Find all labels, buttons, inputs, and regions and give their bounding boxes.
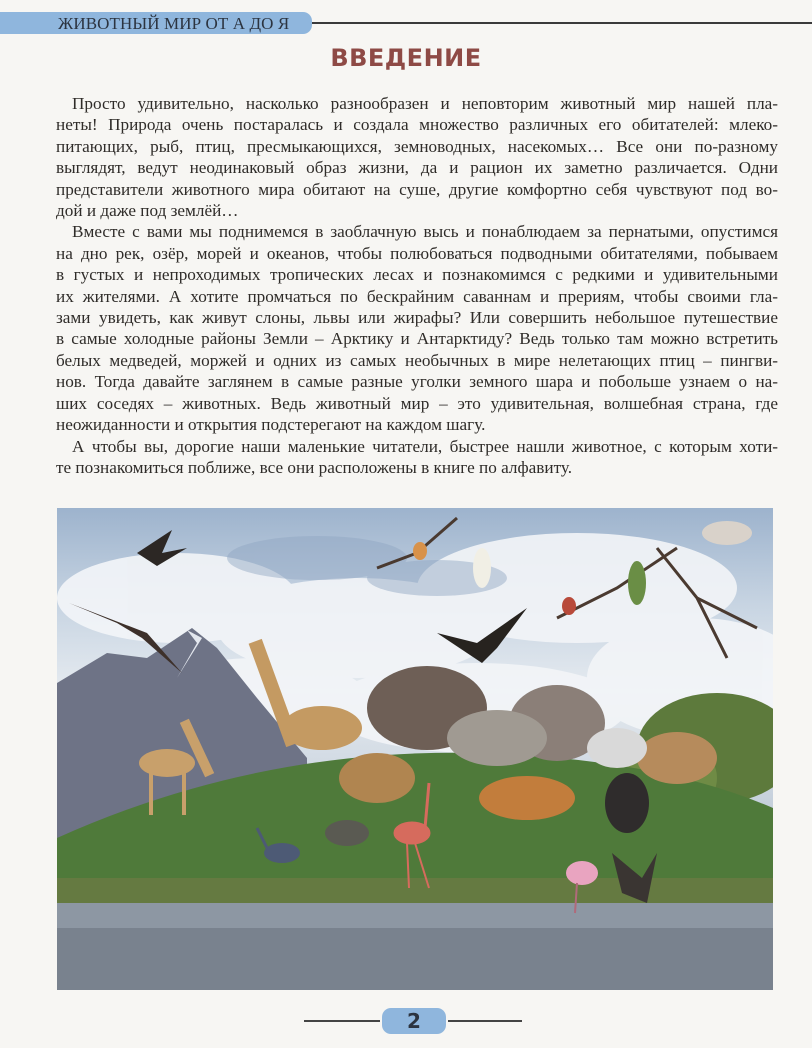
text-line: белых медведей, моржей и одних из самых необычных в мире нелетающих птиц – пингви- <box>56 350 778 370</box>
cardinal <box>562 597 576 615</box>
text-line: питающих, рыб, птиц, пресмыкающихся, земноводных, насекомых… Все они по-разному <box>56 136 778 156</box>
text-line: в самые холодные районы Земли – Арктику и Антарктиду? Ведь только там можно встретить <box>56 329 778 349</box>
text-line: в густых и непроходимых тропических лесах и познакомимся с редкими и удивительными <box>56 265 778 285</box>
paragraph-1 <box>56 93 778 221</box>
text-line: неожиданности и открытия подстерегают на каждом шагу. <box>56 415 486 435</box>
lion <box>339 753 415 803</box>
page-number: 2 <box>382 1008 446 1034</box>
animal-collage-illustration <box>57 508 773 990</box>
body-text <box>56 93 778 478</box>
parrot <box>628 561 646 605</box>
text-line: нов. Тогда давайте заглянем в самые разные уголки земного шара и побольше узнаем о на- <box>56 372 778 392</box>
text-line: неты! Природа очень постаралась и создала множество различных его обитателей: млеко- <box>56 115 778 135</box>
zebra <box>587 728 647 768</box>
gorilla <box>605 773 649 833</box>
tiger <box>479 776 575 820</box>
chapter-title: ВВЕДЕНИЕ <box>330 44 482 72</box>
footer-rule-right <box>448 1020 522 1022</box>
text-line: А чтобы вы, дорогие наши маленькие читатели, быстрее нашли животное, с которым хоти- <box>72 436 778 456</box>
footer-rule-left <box>304 1020 380 1022</box>
text-line: Вместе с вами мы поднимемся в заоблачную высь и понаблюдаем за пернатыми, опустимся <box>72 222 778 242</box>
collage-drawing <box>57 508 773 990</box>
paragraph-3 <box>56 436 778 479</box>
text-line: представители животного мира обитают на суше, другие комфортно себя чувствуют под во- <box>56 179 778 199</box>
header-divider <box>312 22 812 24</box>
turtle <box>325 820 369 846</box>
paragraph-2 <box>56 221 778 435</box>
stork <box>702 521 752 545</box>
running-header-title: ЖИВОТНЫЙ МИР ОТ А ДО Я <box>58 14 290 33</box>
finch <box>413 542 427 560</box>
text-line: выглядят, ведут неодинаковый образ жизни, да и рацион их заметно различается. Одни <box>56 158 778 178</box>
text-line: те познакомиться поближе, все они расположены в книге по алфавиту. <box>56 457 573 477</box>
text-line: Просто удивительно, насколько разнообразен и неповторим животный мир нашей пла- <box>72 94 778 113</box>
rhino <box>447 710 547 766</box>
text-line: зами увидеть, как живут слоны, львы или жирафы? Или совершить небольшое путешествие <box>56 308 778 328</box>
text-line: их жителями. А хотите промчаться по бескрайним саваннам и прериям, чтобы своими гла- <box>56 286 778 306</box>
camel <box>637 732 717 784</box>
text-line: на дно рек, озёр, морей и океанов, чтобы полюбоваться подводными обитателями, побываем <box>56 243 778 263</box>
cockatoo <box>473 548 491 588</box>
text-line: ших соседях – животных. Ведь животный мир – это удивительная, волшебная страна, где <box>56 393 778 413</box>
text-line: дой и даже под землёй… <box>56 201 239 221</box>
